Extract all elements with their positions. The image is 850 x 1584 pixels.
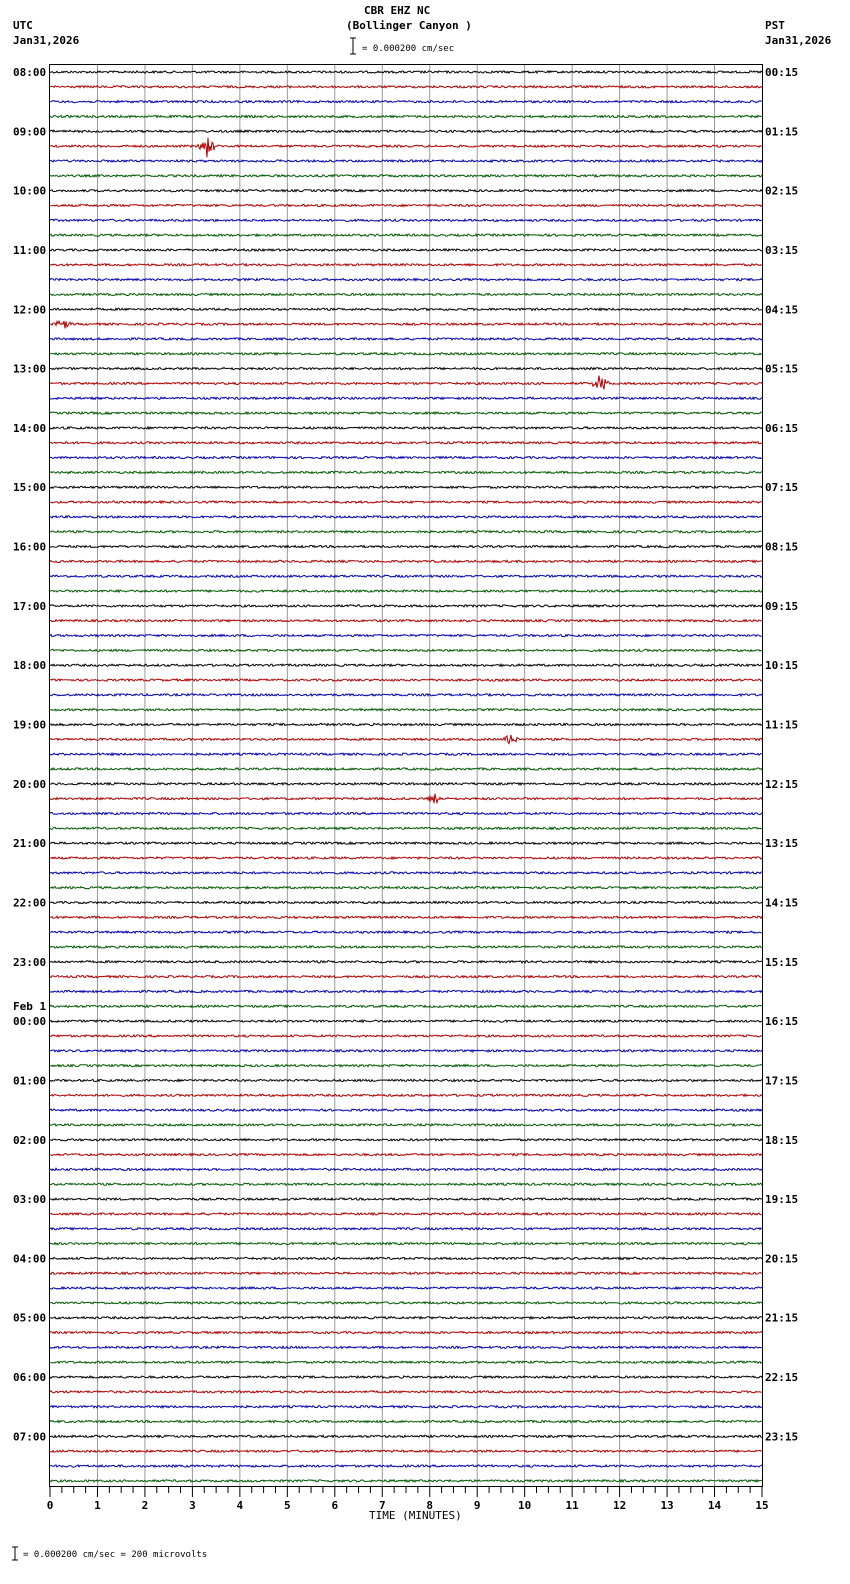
seismic-trace: [50, 976, 762, 978]
seismic-trace: [50, 1094, 762, 1096]
seismic-trace: [50, 1079, 762, 1081]
seismic-trace: [50, 293, 762, 295]
x-tick-label: 12: [612, 1499, 627, 1512]
seismic-trace: [50, 1450, 762, 1452]
seismic-trace: [50, 1361, 762, 1363]
utc-hour-label: 16:00: [13, 540, 47, 554]
x-tick-label: 1: [94, 1499, 101, 1512]
x-tick-label: 11: [565, 1499, 579, 1512]
right-timezone: PST: [765, 19, 785, 32]
seismic-trace: [50, 1435, 762, 1437]
seismic-trace: [50, 1154, 762, 1156]
pst-hour-label: 10:15: [765, 659, 799, 673]
seismic-trace: [50, 649, 762, 651]
x-tick-label: 2: [141, 1499, 149, 1512]
pst-hour-label: 11:15: [765, 718, 799, 732]
seismic-trace: [50, 1302, 762, 1304]
scale-bar-icon: [350, 38, 356, 54]
pst-hour-label: 04:15: [765, 303, 799, 317]
seismic-trace: [50, 1005, 762, 1007]
seismic-trace: [50, 1465, 762, 1467]
seismic-trace: [50, 931, 762, 933]
seismic-trace: [50, 321, 762, 328]
seismic-trace: [50, 160, 762, 162]
utc-hour-label: 07:00: [13, 1430, 47, 1444]
seismic-trace: [50, 783, 762, 785]
seismic-trace: [50, 1035, 762, 1037]
seismic-trace: [50, 86, 762, 88]
seismic-trace: [50, 1420, 762, 1422]
seismic-trace: [50, 471, 762, 473]
seismic-trace: [50, 1198, 762, 1200]
x-tick-label: 7: [378, 1499, 386, 1512]
seismic-trace: [50, 308, 762, 310]
seismic-trace: [50, 709, 762, 711]
utc-hour-label: 18:00: [13, 659, 47, 673]
seismic-trace: [50, 1020, 762, 1022]
x-tick-label: 14: [707, 1499, 722, 1512]
seismic-trace: [50, 1183, 762, 1185]
seismic-trace: [50, 546, 762, 548]
pst-hour-label: 14:15: [765, 896, 799, 910]
seismic-trace: [50, 219, 762, 221]
location-title: (Bollinger Canyon ): [346, 19, 472, 32]
seismic-trace: [50, 115, 762, 117]
pst-hour-label: 16:15: [765, 1015, 799, 1029]
pst-hour-label: 17:15: [765, 1074, 799, 1088]
utc-hour-label: 02:00: [13, 1133, 47, 1147]
pst-hour-label: 00:15: [765, 66, 799, 79]
footer-scale-note: = 0.000200 cm/sec = 200 microvolts: [23, 1550, 208, 1560]
x-tick-label: 4: [236, 1499, 244, 1512]
seismic-trace: [50, 427, 762, 429]
seismic-trace: [50, 516, 762, 518]
seismic-trace: [50, 264, 762, 266]
seismic-trace: [50, 901, 762, 903]
seismic-trace: [50, 397, 762, 399]
seismic-trace: [50, 946, 762, 948]
date-change-label: Feb 1: [13, 1000, 47, 1014]
seismic-trace: [50, 1050, 762, 1052]
seismic-trace: [50, 338, 762, 340]
seismic-trace: [50, 501, 762, 503]
seismic-trace: [50, 190, 762, 192]
seismic-trace: [50, 723, 762, 725]
utc-hour-label: 08:00: [13, 66, 47, 79]
utc-hour-label: 09:00: [13, 125, 47, 139]
seismic-trace: [50, 138, 762, 158]
pst-hour-label: 15:15: [765, 955, 799, 969]
seismic-trace: [50, 842, 762, 844]
seismic-trace: [50, 71, 762, 73]
seismic-trace: [50, 249, 762, 251]
pst-hour-label: 21:15: [765, 1311, 799, 1325]
seismic-trace: [50, 590, 762, 592]
utc-hour-label: 22:00: [13, 896, 47, 910]
pst-hour-label: 20:15: [765, 1252, 799, 1266]
seismic-trace: [50, 486, 762, 488]
seismic-trace: [50, 1065, 762, 1067]
utc-hour-label: 12:00: [13, 303, 47, 317]
utc-hour-label: 21:00: [13, 837, 47, 851]
seismic-trace: [50, 234, 762, 236]
utc-hour-label: 11:00: [13, 243, 47, 257]
seismic-trace: [50, 1109, 762, 1111]
seismic-trace: [50, 872, 762, 874]
utc-hour-label: 20:00: [13, 777, 47, 791]
x-tick-label: 9: [473, 1499, 481, 1512]
x-tick-label: 13: [660, 1499, 674, 1512]
seismic-trace: [50, 560, 762, 562]
utc-hour-label: 23:00: [13, 955, 47, 969]
footer-scale-icon: [12, 1547, 18, 1560]
seismic-trace: [50, 605, 762, 607]
seismic-trace: [50, 1376, 762, 1378]
pst-hour-label: 09:15: [765, 599, 799, 613]
seismic-trace: [50, 1346, 762, 1348]
seismic-trace: [50, 887, 762, 889]
seismic-trace: [50, 961, 762, 963]
left-timezone: UTC: [13, 19, 33, 32]
seismic-trace: [50, 442, 762, 444]
seismic-trace: [50, 1124, 762, 1126]
x-tick-label: 3: [189, 1499, 196, 1512]
utc-hour-label: 19:00: [13, 718, 47, 732]
pst-hour-label: 13:15: [765, 837, 799, 851]
xaxis-title: TIME (MINUTES): [369, 1509, 462, 1522]
utc-hour-label: 15:00: [13, 481, 47, 495]
seismic-trace: [50, 457, 762, 459]
seismic-trace: [50, 1391, 762, 1393]
seismic-trace: [50, 794, 762, 804]
seismic-trace: [50, 1168, 762, 1170]
seismic-trace: [50, 1243, 762, 1245]
utc-hour-label: 00:00: [13, 1015, 47, 1029]
x-tick-label: 0: [46, 1499, 54, 1512]
seismic-trace: [50, 130, 762, 132]
scale-label: = 0.000200 cm/sec: [362, 44, 455, 54]
seismic-trace: [50, 1228, 762, 1230]
pst-hour-label: 19:15: [765, 1193, 799, 1207]
x-tick-label: 6: [331, 1499, 339, 1512]
seismic-trace: [50, 827, 762, 829]
pst-hour-label: 22:15: [765, 1371, 799, 1385]
seismic-trace: [50, 990, 762, 992]
seismic-trace: [50, 204, 762, 206]
seismic-trace: [50, 376, 762, 390]
seismic-trace: [50, 634, 762, 636]
x-tick-label: 15: [755, 1499, 769, 1512]
left-date: Jan31,2026: [13, 34, 80, 47]
station-title: CBR EHZ NC: [364, 4, 431, 17]
seismic-trace: [50, 1480, 762, 1482]
seismic-trace: [50, 857, 762, 859]
utc-hour-label: 04:00: [13, 1252, 47, 1266]
seismic-trace: [50, 1287, 762, 1289]
x-tick-label: 8: [426, 1499, 434, 1512]
pst-hour-label: 02:15: [765, 184, 799, 198]
seismic-trace: [50, 812, 762, 814]
utc-hour-label: 06:00: [13, 1371, 47, 1385]
seismic-trace: [50, 353, 762, 355]
seismic-trace: [50, 1272, 762, 1274]
pst-hour-label: 01:15: [765, 125, 799, 139]
pst-hour-label: 08:15: [765, 540, 799, 554]
seismic-trace: [50, 412, 762, 414]
seismic-trace: [50, 1213, 762, 1215]
utc-hour-label: 17:00: [13, 599, 47, 613]
pst-hour-label: 07:15: [765, 481, 799, 495]
seismic-trace: [50, 575, 762, 577]
utc-hour-label: 05:00: [13, 1311, 47, 1325]
x-tick-label: 5: [284, 1499, 291, 1512]
utc-hour-label: 10:00: [13, 184, 47, 198]
seismic-trace: [50, 753, 762, 755]
seismic-trace: [50, 916, 762, 918]
utc-hour-label: 03:00: [13, 1193, 47, 1207]
seismic-trace: [50, 368, 762, 370]
seismic-trace: [50, 1139, 762, 1141]
pst-hour-label: 06:15: [765, 421, 799, 435]
seismic-trace: [50, 101, 762, 103]
seismic-trace: [50, 620, 762, 622]
seismic-trace: [50, 531, 762, 533]
seismic-trace: [50, 694, 762, 696]
pst-hour-label: 18:15: [765, 1133, 799, 1147]
seismic-trace: [50, 735, 762, 744]
seismic-trace: [50, 1406, 762, 1408]
seismic-trace: [50, 279, 762, 281]
seismic-trace: [50, 768, 762, 770]
right-date: Jan31,2026: [765, 34, 832, 47]
seismic-trace: [50, 664, 762, 666]
pst-hour-label: 23:15: [765, 1430, 799, 1444]
seismic-trace: [50, 1332, 762, 1334]
seismic-trace: [50, 175, 762, 177]
pst-hour-label: 12:15: [765, 777, 799, 791]
utc-hour-label: 01:00: [13, 1074, 47, 1088]
pst-hour-label: 03:15: [765, 243, 799, 257]
seismic-trace: [50, 1257, 762, 1259]
pst-hour-label: 05:15: [765, 362, 799, 376]
x-tick-label: 10: [518, 1499, 532, 1512]
seismic-trace: [50, 679, 762, 681]
seismic-trace: [50, 1317, 762, 1319]
utc-hour-label: 13:00: [13, 362, 47, 376]
utc-hour-label: 14:00: [13, 421, 47, 435]
